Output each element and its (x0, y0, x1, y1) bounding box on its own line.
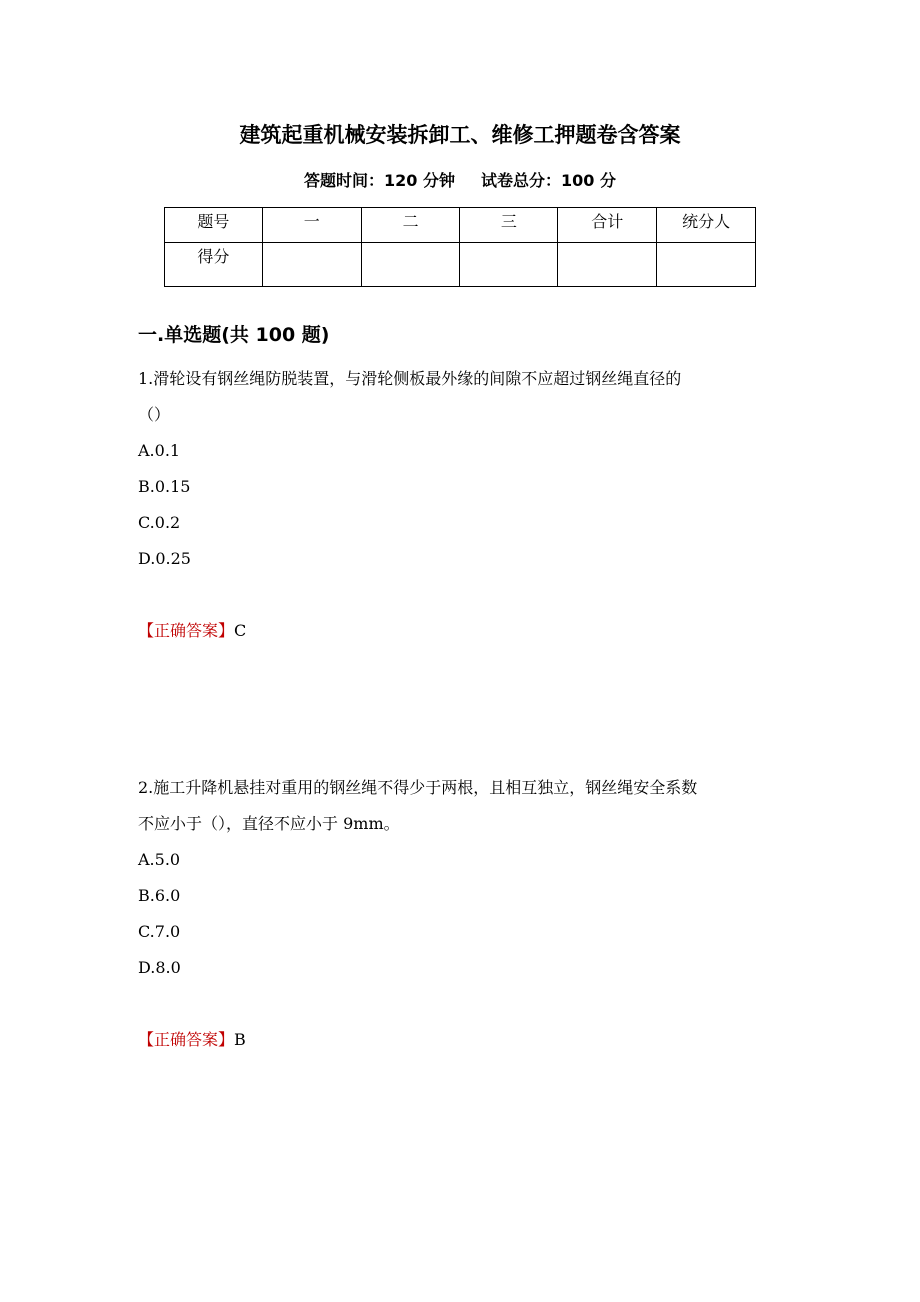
score-table (164, 207, 756, 287)
option-d: D.0.25 (138, 549, 191, 568)
score-header-cell: 统分人 (657, 208, 756, 243)
score-header-cell: 一 (262, 208, 361, 243)
question-stem: （） (138, 405, 171, 424)
score-cell[interactable] (262, 243, 361, 287)
answer-value: B (234, 1030, 246, 1049)
option-c: C.7.0 (138, 922, 181, 941)
page-title: 建筑起重机械安装拆卸工、维修工押题卷含答案 (239, 123, 681, 147)
answer-value: C (234, 621, 247, 640)
score-header-cell: 二 (361, 208, 460, 243)
option-a: A.0.1 (138, 441, 181, 460)
answer-1 (138, 616, 246, 646)
option-b: B.6.0 (138, 886, 181, 905)
question-stem: 2.施工升降机悬挂对重用的钢丝绳不得少于两根，且相互独立，钢丝绳安全系数 (138, 778, 698, 797)
score-cell[interactable] (558, 243, 657, 287)
score-cell[interactable] (460, 243, 558, 287)
question-2 (138, 770, 788, 986)
score-header-cell: 题号 (165, 208, 263, 243)
score-header-cell: 合计 (558, 208, 657, 243)
option-c: C.0.2 (138, 513, 181, 532)
option-a: A.5.0 (138, 850, 181, 869)
answer-label: 【正确答案】 (138, 621, 235, 640)
exam-total-score: 试卷总分：100 分 (481, 171, 616, 190)
section-title: 一.单选题(共 100 题) (138, 324, 330, 346)
score-cell[interactable] (657, 243, 756, 287)
score-table-header-row (165, 208, 756, 243)
option-b: B.0.15 (138, 477, 191, 496)
score-cell[interactable] (361, 243, 460, 287)
answer-2 (138, 1025, 246, 1055)
question-1 (138, 361, 788, 577)
score-table-score-row (165, 243, 756, 287)
exam-info (0, 168, 920, 194)
question-stem: 不应小于（），直径不应小于 9mm。 (138, 814, 400, 833)
score-header-cell: 三 (460, 208, 558, 243)
answer-label: 【正确答案】 (138, 1030, 235, 1049)
exam-time: 答题时间：120 分钟 (304, 171, 455, 190)
option-d: D.8.0 (138, 958, 181, 977)
question-stem: 1.滑轮设有钢丝绳防脱装置，与滑轮侧板最外缘的间隙不应超过钢丝绳直径的 (138, 369, 682, 388)
score-row-label: 得分 (165, 243, 263, 287)
